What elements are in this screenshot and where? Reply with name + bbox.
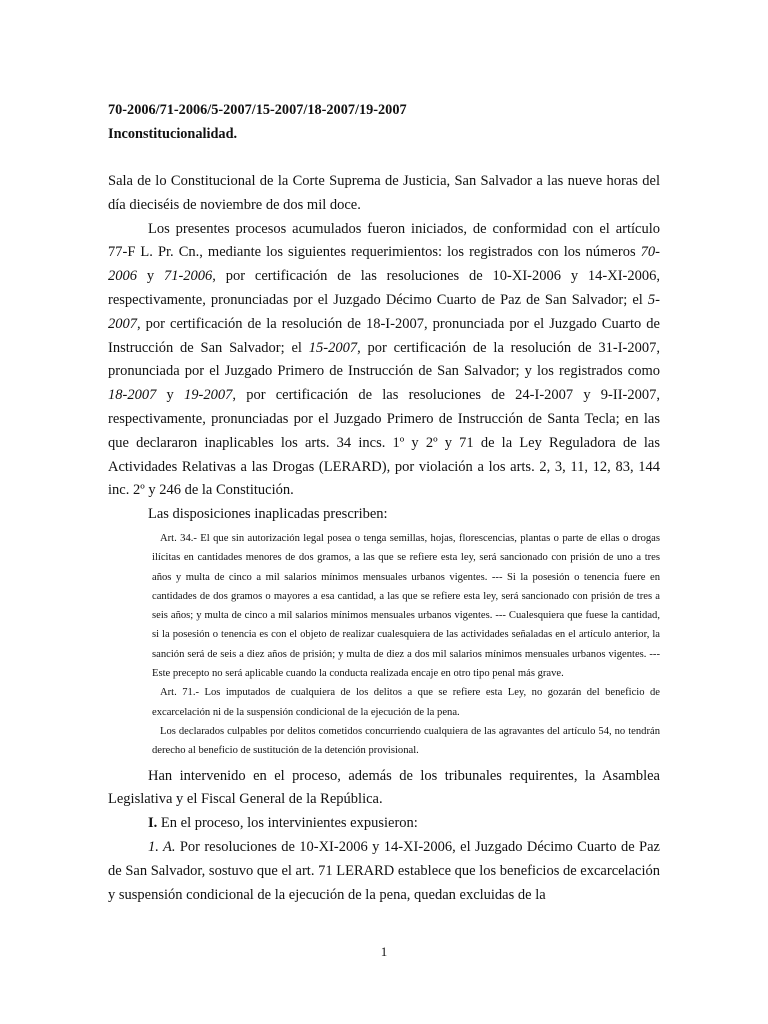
quote-article-71: Art. 71.- Los imputados de cualquiera de los delitos a que se refiere esta Ley, no gozarán del beneficio de excarcelación ni de la suspensión condicional de la ejecución de la pena. xyxy=(152,687,660,718)
paragraph-1a: 1. A. Por resoluciones de 10-XI-2006 y 14-XI-2006, el Juzgado Décimo Cuarto de Paz de San Salvador, sostuvo que el art. 71 LERARD establece que los beneficios de excarcelación y suspensión condicional de la ejecución de la pena, quedan excluidas de la xyxy=(108,838,660,903)
subject-heading: Inconstitucionalidad. xyxy=(108,126,238,142)
case-ref: 19-2007 xyxy=(184,387,233,404)
case-ref: 15-2007 xyxy=(308,339,358,356)
subsection-label: 1. A. xyxy=(148,838,176,855)
quote-article-34: Art. 34.- El que sin autorización legal posea o tenga semillas, hojas, florescencias, plantas o parte de ellas o drogas ilícitas en cantidades menores de dos gramos, a las que se refiere esta ley, será sancionado con prisión de uno a tres años y multa de cinco a mil salarios mínimos mensuales urbanos vigentes. --- Si la posesión o tenencia fuere en cantidades de dos gramos o mayores a esa cantidad, a las que se refiere esta ley, será sancionado con prisión de tres a seis años; y multa de cinco a mil salarios mínimos mensuales urbanos vigentes. --- Cualesquiera que fuese la cantidad, si la posesión o tenencia es con el objeto de realizar cualesquiera de las actividades señaladas en el artículo anterior, la sanción será de seis a diez años de prisión; y multa de diez a dos mil salarios mínimos mensuales urbanos vigentes. --- Este precepto no será aplicable cuando la conducta realizada encaje en otro tipo penal más grave. xyxy=(152,532,660,680)
case-ref: 71-2006 xyxy=(163,268,213,285)
section-i-heading: I. En el proceso, los intervinientes expusieron: xyxy=(148,815,418,832)
paragraph-proceedings: Los presentes procesos acumulados fueron iniciados, de conformidad con el artículo 77-F L. Pr. Cn., mediante los siguientes requerimientos: los registrados con los números 70-2006 y 71-2006, por certificación de las resoluciones de 10-XI-2006 y 14-XI-2006, respectivamente, pronunciadas por el Juzgado Décimo Cuarto de Paz de San Salvador; el 5-2007, por certificación de la resolución de 18-I-2007, pronunciada por el Juzgado Cuarto de Instrucción de San Salvador; el 15-2007, por certificación de la resolución de 31-I-2007, pronunciada por el Juzgado Primero de Instrucción de San Salvador; y los registrados como 18-2007 y 19-2007, por certificación de las resoluciones de 24-I-2007 y 9-II-2007, respectivamente, pronunciadas por el Juzgado Primero de Instrucción de Santa Tecla; en las que declararon inaplicables los arts. 34 incs. 1º y 2º y 71 de la Ley Reguladora de las Actividades Relativas a las Drogas (LERARD), por violación a los arts. 2, 3, 11, 12, 83, 144 inc. 2º y 246 de la Constitución. xyxy=(108,220,661,499)
page-number: 1 xyxy=(380,944,388,959)
case-numbers-heading: 70-2006/71-2006/5-2007/15-2007/18-2007/19-2007 xyxy=(108,102,407,118)
paragraph-provisions-intro: Las disposiciones inaplicadas prescriben: xyxy=(148,506,388,523)
intro-paragraph: Sala de lo Constitucional de la Corte Suprema de Justicia, San Salvador a las nueve horas del día dieciséis de noviembre de dos mil doce. xyxy=(108,173,660,213)
body-column xyxy=(108,170,660,907)
section-number: I. xyxy=(148,815,158,832)
case-ref: 70-2006 xyxy=(108,244,660,285)
paragraph-intervenors: Han intervenido en el proceso, además de los tribunales requirentes, la Asamblea Legislativa y el Fiscal General de la República. xyxy=(108,767,660,808)
quote-article-71-second: Los declarados culpables por delitos cometidos concurriendo cualquiera de las agravantes del artículo 54, no tendrán derecho al beneficio de sustitución de la detención provisional. xyxy=(152,725,660,757)
case-ref: 18-2007 xyxy=(108,387,157,404)
case-ref: 5-2007 xyxy=(108,291,660,332)
